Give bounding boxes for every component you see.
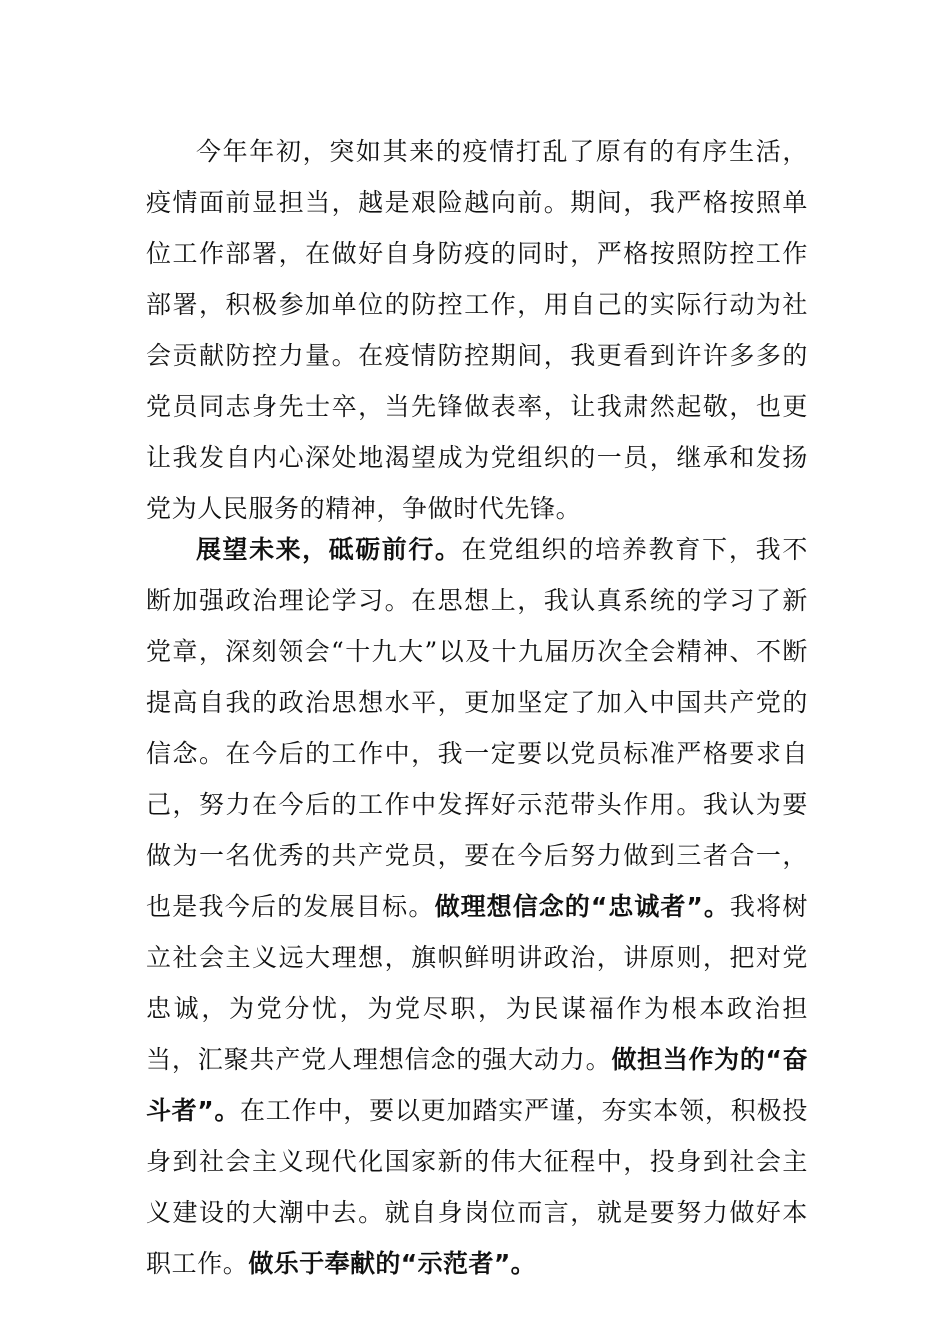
paragraph-text: 我将树立社会主义远大理想，旗帜鲜明讲政治，讲原则，把对党忠诚，为党分忧，为党尽职，为民谋福作为根本政治担当，汇聚共产党人理想信念的强大动力。	[146, 892, 808, 1074]
paragraph-outlook	[146, 524, 808, 1289]
paragraph-text: 在工作中，要以更加踏实严谨，夯实本领，积极投身到社会主义现代化国家新的伟大征程中，投身到社会主义建设的大潮中去。就自身岗位而言，就是要努力做好本职工作。	[146, 1096, 809, 1278]
paragraph-pandemic	[146, 126, 808, 534]
paragraph-pandemic-text: 今年年初，突如其来的疫情打乱了原有的有序生活，疫情面前显担当，越是艰险越向前。期间，我严格按照单位工作部署，在做好自身防疫的同时，严格按照防控工作部署，积极参加单位的防控工作，用自己的实际行动为社会贡献防控力量。在疫情防控期间，我更看到许许多多的党员同志身先士卒，当先锋做表率，让我肃然起敬，也更让我发自内心深处地渴望成为党组织的一员，继承和发扬党为人民服务的精神，争做时代先锋。	[146, 137, 808, 523]
bold-phrase-striver: 做担当作为的“奋斗者”。	[146, 1045, 808, 1125]
bold-phrase-loyal: 做理想信念的“忠诚者”。	[434, 892, 730, 921]
paragraph-heading: 展望未来，砥砺前行。	[196, 535, 462, 564]
bold-phrase-exemplar: 做乐于奉献的“示范者”。	[248, 1249, 537, 1278]
paragraph-text: 在党组织的培养教育下，我不断加强政治理论学习。在思想上，我认真系统的学习了新党章，深刻领会“十九大”以及十九届历次全会精神、不断提高自我的政治思想水平，更加坚定了加入中国共产党的信念。在今后的工作中，我一定要以党员标准严格要求自己，努力在今后的工作中发挥好示范带头作用。我认为要做为一名优秀的共产党员，要在今后努力做到三者合一，也是我今后的发展目标。	[146, 535, 808, 921]
